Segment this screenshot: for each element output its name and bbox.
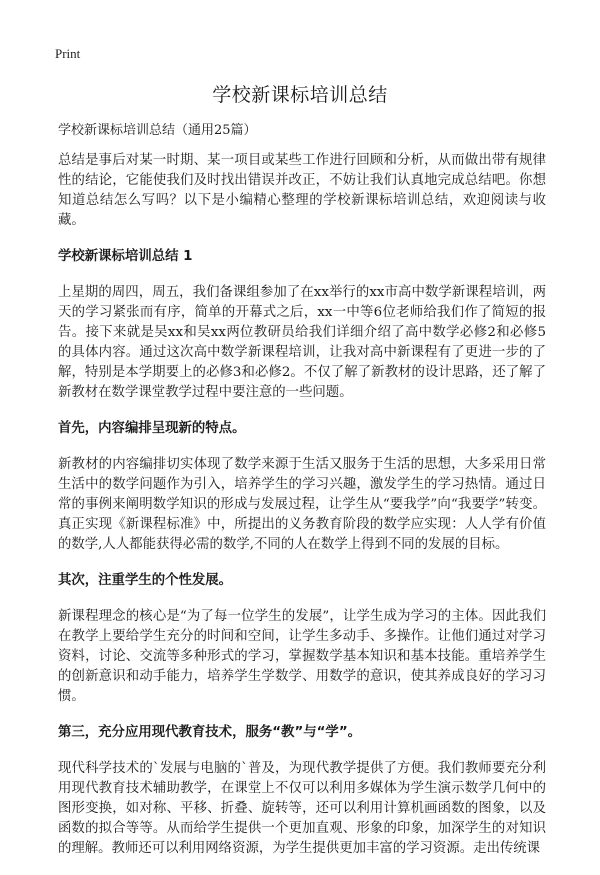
print-link[interactable]: Print	[55, 46, 81, 61]
paragraph-third: 现代科学技术的`发展与电脑的`普及，为现代教学提供了方便。我们教师要充分利用现代教育技术辅助教学，在课堂上不仅可以利用多媒体为学生演示数学几何中的图形变换，如对称、平移、折叠、旋转等，还可以利用计算机画函数的图象，以及函数的拟合等等。从而给学生提供一个更加直观、形象的印象，加深学生的对知识的理解。教师还可以利用网络资源，为学生提供更加丰富的学习资源。走出传统课	[58, 761, 546, 856]
section-heading-1: 学校新课标培训总结 1	[58, 249, 193, 264]
intro-paragraph: 总结是事后对某一时期、某一项目或某些工作进行回顾和分析，从而做出带有规律性的结论，它能使我们及时找出错误并改正，不妨让我们认真地完成总结吧。你想知道总结怎么写吗？以下是小编精心整理的学校新课标培训总结，欢迎阅读与收藏。	[58, 153, 546, 228]
subheading-first: 首先，内容编排呈现新的特点。	[58, 421, 246, 436]
subheading-third: 第三，充分应用现代教育技术，服务“教”与“学”。	[58, 725, 362, 740]
article-body	[58, 121, 546, 875]
article-subtitle: 学校新课标培训总结（通用25篇）	[58, 123, 257, 138]
page-title: 学校新课标培训总结	[212, 84, 388, 106]
paragraph-second: 新课程理念的核心是“为了每一位学生的发展”，让学生成为学习的主体。因此我们在教学上要给学生充分的时间和空间，让学生多动手、多操作。让他们通过对学习资料，讨论、交流等多种形式的学习，掌握数学基本知识和基本技能。重培养学生的创新意识和动手能力，培养学生学数学、用数学的意识，使其养成良好的学习习惯。	[58, 609, 546, 704]
section-1-paragraph: 上星期的周四，周五，我们备课组参加了在xx举行的xx市高中数学新课程培训，两天的学习紧张而有序，简单的开幕式之后，xx一中等6位老师给我们作了简短的报告。接下来就是吴xx和吴xx两位教研员给我们详细介绍了高中数学必修2和必修5的具体内容。通过这次高中数学新课程培训，让我对高中新课程有了更进一步的了解，特别是本学期要上的必修3和必修2。不仅了解了新教材的设计思路，还了解了新教材在数学课堂教学过程中要注意的一些问题。	[58, 285, 546, 400]
paragraph-first: 新教材的内容编排切实体现了数学来源于生活又服务于生活的思想，大多采用日常生活中的数学问题作为引入，培养学生的学习兴趣，激发学生的学习热情。通过日常的事例来阐明数学知识的形成与发展过程，让学生从“要我学”向“我要学”转变。真正实现《新课程标准》中，所提出的义务教育阶段的数学应实现：人人学有价值的数学,人人都能获得必需的数学,不同的人在数学上得到不同的发展的目标。	[58, 457, 546, 552]
subheading-second: 其次，注重学生的个性发展。	[58, 573, 233, 588]
